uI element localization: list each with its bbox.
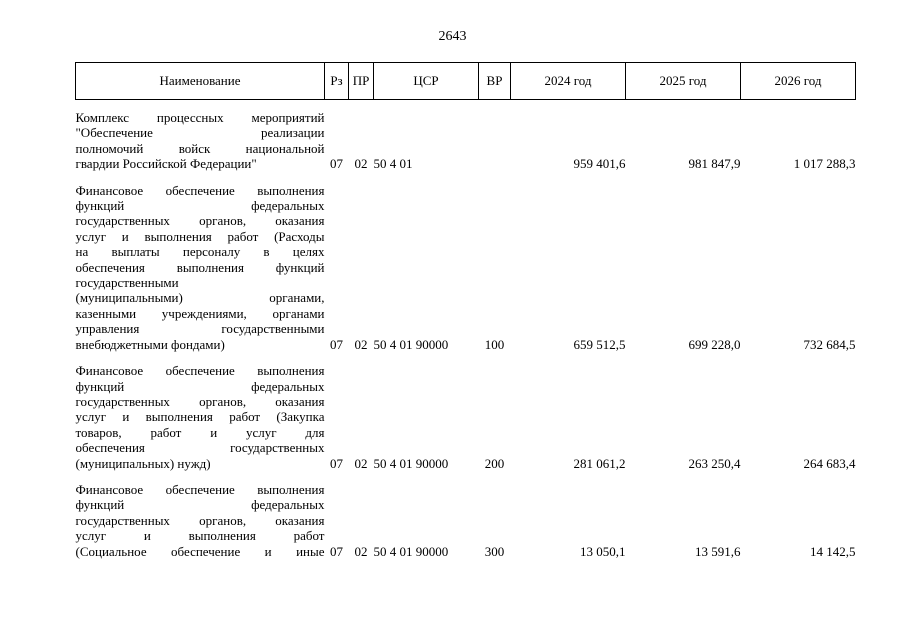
row-name-line: Финансовое обеспечение выполнения — [75, 363, 325, 379]
column-header-name: Наименование — [76, 63, 325, 100]
row-name-line: (Социальное обеспечение и иные — [75, 543, 325, 559]
row-amount-2025: 13 591,6 — [695, 543, 741, 559]
row-name-line: функций федеральных — [75, 497, 325, 513]
row-name-line: полномочий войск национальной — [75, 140, 325, 156]
row-rz: 07 — [330, 455, 343, 471]
row-amount-2025: 699 228,0 — [688, 336, 741, 352]
row-amount-2026: 1 017 288,3 — [793, 156, 856, 172]
budget-table — [75, 62, 856, 559]
table-row — [76, 183, 856, 352]
column-header-2025: 2025 год — [626, 63, 741, 100]
row-pr: 02 — [354, 336, 368, 352]
row-name-line: (муниципальными) органами, — [75, 290, 325, 306]
row-rz: 07 — [330, 543, 343, 559]
row-name-line: обеспечения государственных — [75, 440, 325, 456]
row-csr: 50 4 01 90000 — [373, 455, 449, 471]
row-pr: 02 — [354, 156, 368, 172]
row-amount-2024: 281 061,2 — [573, 455, 626, 471]
row-rz: 07 — [330, 156, 343, 172]
row-rz: 07 — [330, 336, 343, 352]
row-name-line: функций федеральных — [75, 198, 325, 214]
row-name-line: функций федеральных — [75, 378, 325, 394]
row-amount-2026: 264 683,4 — [803, 455, 856, 471]
row-amount-2025: 263 250,4 — [688, 455, 741, 471]
column-header-2026: 2026 год — [741, 63, 856, 100]
row-vr: 300 — [484, 543, 505, 559]
row-name-line: государственными — [75, 275, 179, 291]
row-name-line: товаров, работ и услуг для — [75, 424, 325, 440]
row-amount-2024: 13 050,1 — [580, 543, 626, 559]
row-name-cell — [76, 363, 325, 471]
row-amount-2024: 959 401,6 — [573, 156, 626, 172]
row-name-line: казенными учреждениями, органами — [75, 305, 325, 321]
row-pr: 02 — [354, 455, 368, 471]
row-name-line: Финансовое обеспечение выполнения — [75, 481, 325, 497]
row-name-cell — [76, 482, 325, 559]
row-vr: 100 — [484, 336, 505, 352]
column-header-csr: ЦСР — [374, 63, 479, 100]
row-name-line: Комплекс процессных мероприятий — [75, 110, 325, 125]
row-name-line: услуг и выполнения работ (Закупка — [75, 409, 325, 425]
row-name-line: государственных органов, оказания — [75, 213, 325, 229]
table-body — [76, 100, 856, 559]
row-name-line: услуг и выполнения работ — [75, 528, 325, 544]
row-name-line: "Обеспечение реализации — [75, 125, 325, 141]
column-header-rz: Рз — [325, 63, 349, 100]
row-csr: 50 4 01 90000 — [373, 543, 449, 559]
row-name-line: государственных органов, оказания — [75, 393, 325, 409]
column-header-2024: 2024 год — [511, 63, 626, 100]
row-name — [76, 110, 325, 172]
row-name-line: государственных органов, оказания — [75, 512, 325, 528]
column-header-vr: ВР — [479, 63, 511, 100]
row-amount-2025: 981 847,9 — [688, 156, 741, 172]
row-name-line: на выплаты персоналу в целях — [75, 244, 325, 260]
row-csr: 50 4 01 — [373, 156, 413, 172]
row-name-line: Финансовое обеспечение выполнения — [75, 182, 325, 198]
column-header-pr: ПР — [349, 63, 374, 100]
row-name — [76, 482, 325, 559]
row-amount-2024: 659 512,5 — [573, 336, 626, 352]
row-name-line: услуг и выполнения работ (Расходы — [75, 228, 325, 244]
row-name-cell — [76, 183, 325, 352]
table-row — [76, 482, 856, 559]
page-number: 2643 — [438, 29, 467, 44]
table-header-row — [76, 63, 856, 100]
row-pr: 02 — [354, 543, 368, 559]
row-name — [76, 183, 325, 352]
row-vr: 200 — [484, 455, 505, 471]
row-name-line: (муниципальных) нужд) — [75, 455, 211, 471]
row-name-line: внебюджетными фондами) — [75, 336, 225, 352]
row-name-line: гвардии Российской Федерации" — [75, 156, 257, 172]
row-name — [76, 363, 325, 471]
row-name-line: обеспечения выполнения функций — [75, 259, 325, 275]
row-amount-2026: 14 142,5 — [810, 543, 856, 559]
table-row — [76, 363, 856, 471]
row-csr: 50 4 01 90000 — [373, 336, 449, 352]
table-row — [76, 110, 856, 172]
row-amount-2026: 732 684,5 — [803, 336, 856, 352]
row-name-line: управления государственными — [75, 321, 325, 337]
row-vr — [479, 110, 511, 172]
row-name-cell — [76, 110, 325, 172]
